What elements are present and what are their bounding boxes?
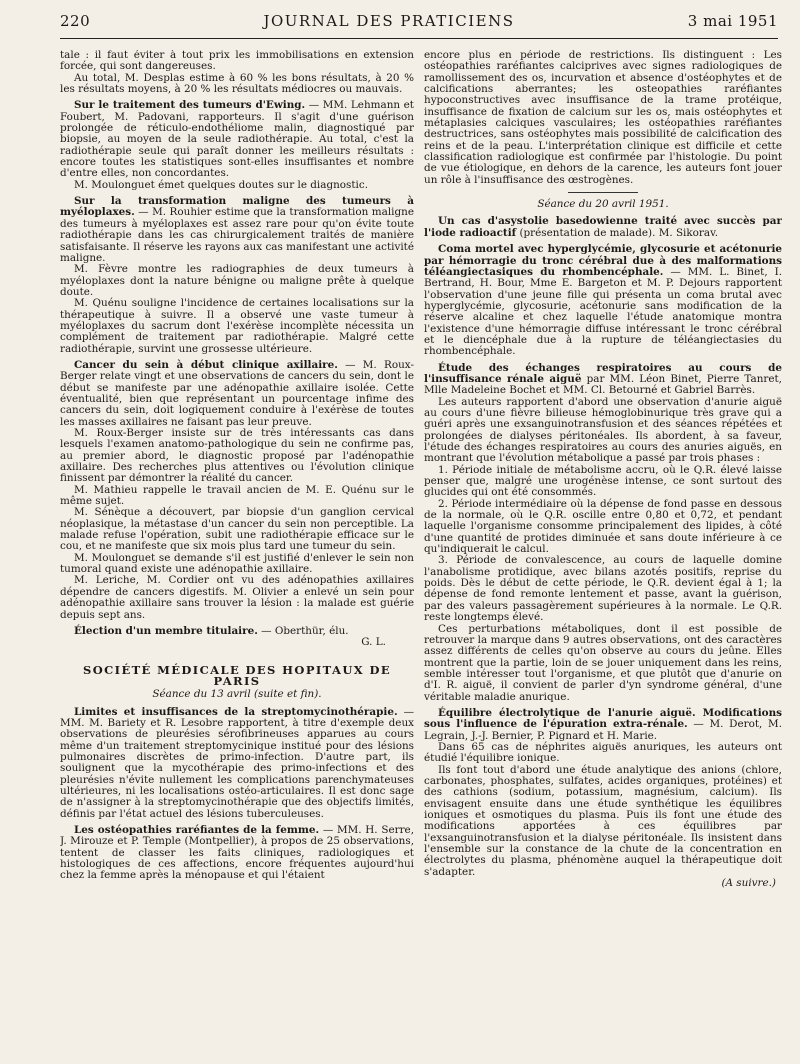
- paragraph: Au total, M. Desplas estime à 60 % les bons résultats, à 20 % les résultats moyens, à 20 % les résultats médiocres ou mauvais.: [60, 71, 414, 96]
- article-cancer: [60, 360, 414, 428]
- article-title: Équilibre électrolytique de l'anurie aiguë. Modifications sous l'influence de l'épuration extra-rénale.: [424, 706, 782, 731]
- article-body: — MM. L. Binet, I. Bertrand, H. Bour, Mme E. Bargeton et M. P. Dejours rapportent l'observation d'une jeune fille qui présenta un coma brutal avec hyperglycémie, glycosurie, acétonurie sans modification de la réserve alcaline et chez laquelle l'étude anatomique montra l'existence d'une hémorragie diffuse intéressant le tronc cérébral et le diencéphale due à la rupture de téléangiectasies du rhombencéphale.: [424, 265, 782, 358]
- article-body: — Oberthür, élu.: [261, 624, 349, 637]
- issue-date: 3 mai 1951: [687, 12, 778, 30]
- paragraph: M. Leriche, M. Cordier ont vu des adénopathies axillaires dépendre de cancers digestifs. M. Olivier a enlevé un sein pour adénopathie axillaire sans trouver la lésion : la malade est guérie depuis sept ans.: [60, 574, 414, 621]
- article-equilibre: [424, 708, 782, 742]
- article-title: Un cas d'asystolie basedowienne traité avec succès par l'iode radioactif: [424, 215, 782, 239]
- paragraph: M. Quénu souligne l'incidence de certaines localisations sur la thérapeutique à suivre. Il a observé une vaste tumeur à myéloplaxes du sacrum dont l'exérèse incomplète nécessita un complément de traitement par radiothérapie. Malgré cette radiothérapie, survint une grossesse ultérieure.: [60, 297, 414, 355]
- paragraph: M. Sénèque a découvert, par biopsie d'un ganglion cervical néoplasique, la métastase d'un cancer du sein non perceptible. La malade refuse l'opération, subit une radiothérapie efficace sur le cou, et ne manifeste que six mois plus tard une tumeur du sein.: [60, 506, 414, 553]
- article-asystolie: [424, 216, 782, 239]
- session-date: Séance du 20 avril 1951.: [537, 198, 669, 211]
- article-title: Élection d'un membre titulaire.: [74, 624, 258, 637]
- paragraph: M. Moulonguet émet quelques doutes sur le diagnostic.: [74, 178, 368, 191]
- paragraph: 2. Période intermédiaire où la dépense de fond passe en dessous de la normale, où le Q.R. oscille entre 0,80 et 0,72, et pendant laquelle l'organisme consomme principalement des lipides, à côté d'une quantité de protides diminuée et sans doute inférieure à ce qu'indiquerait le calcul.: [424, 497, 782, 556]
- article-echanges: [424, 363, 782, 397]
- article-title: Sur le traitement des tumeurs d'Ewing.: [74, 99, 306, 112]
- paragraph: M. Mathieu rappelle le travail ancien de M. E. Quénu sur le même sujet.: [60, 483, 414, 508]
- paragraph: M. Fèvre montre les radiographies de deux tumeurs à myéloplaxes dont la nature bénigne ou maligne prête à quelque doute.: [60, 263, 414, 298]
- article-body: — M. Rouhier estime que la transformation maligne des tumeurs à myéloplaxes est assez rare pour qu'on évite toute radiothérapie dans les cas chirurgicalement traités de manière satisfaisante. Il réserve les rayons aux cas manifestant une activité maligne.: [60, 206, 414, 264]
- article-body: — M. Derot, M. Legrain, J.-J. Bernier, P. Pignard et H. Marie.: [424, 718, 782, 742]
- article-body: par MM. Léon Binet, Pierre Tanret, Mlle Madeleine Bochet et MM. Cl. Betourné et Gabriel Barrès.: [424, 372, 782, 397]
- article-ewing: [60, 100, 414, 179]
- paragraph: Ils font tout d'abord une étude analytique des anions (chlore, carbonates, phosphates, sulfates, acides organiques, protéines) et des cathions (sodium, potassium, magnésium, calcium). Ils envisagent ensuite dans une étude synthétique les équilibres ioniques et osmotiques du plasma. Puis ils font une étude des modifications apportées à ces équilibres par l'exsanguinotransfusion et la dialyse péritonéale. Ils insistent dans l'ensemble sur la constance de la chute de la concentration en électrolytes du plasma, phénomène auquel la thérapeutique doit s'adapter.: [424, 763, 782, 878]
- article-body: — MM. M. Bariety et R. Lesobre rapportent, à titre d'exemple deux observations de pleurésies sérofibrineuses apparues au cours même d'un traitement streptomycinique institué pour des lésions pulmonaires discrètes de primo-infection. D'autre part, ils soulignent que la mycothérapie des primo-infections et des pleurésies n'évite nullement les complications parenchymateuses ultérieures, ni les localisations ostéo-articulaires. Il est donc sage de n'assigner à la streptomycinothérapie que des objectifs limités, définis par l'état actuel des lésions tuberculeuses.: [60, 705, 414, 820]
- article-title: Limites et insuffisances de la streptomycinothérapie.: [74, 705, 398, 718]
- article-title: Sur la transformation maligne des tumeurs à myéloplaxes.: [60, 195, 414, 219]
- paragraph: Dans 65 cas de néphrites aiguës anuriques, les auteurs ont étudié l'équilibre ionique.: [424, 740, 782, 765]
- paragraph: 3. Période de convalescence, au cours de laquelle domine l'anabolisme protidique, avec bilans azotés positifs, reprise du poids. Dès le début de cette période, le Q.R. devient égal à 1; la dépense de fond remonte lentement et passe, avant la guérison, par des valeurs passagèrement supérieures à la normale. Le Q.R. reste longtemps élevé.: [424, 554, 782, 624]
- paragraph: Les auteurs rapportent d'abord une observation d'anurie aiguë au cours d'une fièvre bilieuse hémoglobinurique très grave qui a guéri après une exsanguinotransfusion et des séances répétées et prolongées de dialyses péritonéales. Ils abordent, à sa faveur, l'étude des échanges respiratoires au cours des anuries aiguës, en montrant que l'évolution métabolique a passé par trois phases :: [424, 395, 782, 465]
- article-body: — MM. H. Serre, J. Mirouze et P. Temple (Montpellier), à propos de 25 observations, tentent de classer les faits cliniques, radiologiques et histologiques de ces affections, encore fréquentes aujourd'hui chez la femme après la ménopause et qui l'étaient: [60, 824, 414, 882]
- header-rule: [60, 38, 778, 39]
- section-divider: [568, 192, 638, 193]
- paragraph: encore plus en période de restrictions. Ils distinguent : Les ostéopathies raréfiantes calciprives avec signes radiologiques de ramollissement des os, incurvation et absence d'ostéophytes et de calcifications aberrantes; les osteopathies raréfiantes hypoconstructives avec insuffisance de la trame protéique, insuffisance de fixation de calcium sur les os, mais ostéophytes et métaplasies calciques vasculaires; les ostéopathies raréfiantes destructrices, sans ostéophytes mais possibilité de calcification des reins et de la peau. L'interprétation clinique est difficile et cette classification radiologique est confirmée par l'histologie. Du point de vue étiologique, en dehors de la carence, les auteurs font jouer un rôle à l'insuffisance des œstrogènes.: [424, 50, 782, 186]
- article-title: Cancer du sein à début clinique axillaire.: [74, 358, 338, 371]
- article-title: Étude des échanges respiratoires au cours de l'insuffisance rénale aiguë: [424, 361, 782, 385]
- page-number: 220: [60, 12, 91, 30]
- article-body: (présentation de malade). M. Sikorav.: [519, 226, 719, 239]
- paragraph: 1. Période initiale de métabolisme accru, où le Q.R. élevé laisse penser que, malgré une urogénèse intense, ce sont surtout des glucides qui ont été consommés.: [424, 463, 782, 499]
- journal-title: JOURNAL DES PRATICIENS: [263, 12, 515, 30]
- session-date: Séance du 13 avril (suite et fin).: [152, 688, 322, 701]
- society-title: SOCIÉTÉ MÉDICALE DES HOPITAUX DE PARIS: [82, 662, 392, 688]
- article-body: — M. Roux-Berger relate vingt et une observations de cancers du sein, dont le début se manifeste par une adénopathie axillaire isolée. Cette éventualité, bien que représentant un pourcentage infime des cancers du sein, doit logiquement conduire à l'exérèse de toutes les masses axillaires ne faisant pas leur preuve.: [60, 358, 414, 428]
- right-column: [424, 50, 782, 1050]
- article-coma: [424, 244, 782, 357]
- author-signature: G. L.: [361, 636, 386, 649]
- article-strepto: [60, 707, 414, 820]
- article-myeloplaxes: [60, 196, 414, 264]
- paragraph: M. Roux-Berger insiste sur de très intéressants cas dans lesquels l'examen anatomo-pathologique du sein ne confirme pas, au premier abord, le diagnostic proposé par l'adénopathie axillaire. Des recherches plus attentives ou l'évolution clinique finissent par démontrer la réalité du cancer.: [60, 427, 414, 485]
- article-body: — MM. Lehmann et Foubert, M. Padovani, rapporteurs. Il s'agit d'une guérison prolongée de réticulo-endothéliome malin, diagnostiqué par biopsie, au moyen de la seule radiothérapie. Au total, c'est la radiothérapie seule qui paraît donner les meilleurs résultats : encore toutes les statistiques sont-elles insuffisantes et nombre d'entre elles, non concordantes.: [60, 99, 414, 180]
- paragraph: Ces perturbations métaboliques, dont il est possible de retrouver la marque dans 9 autres observations, ont des caractères assez différents de celles qu'on observe au cours du jeûne. Elles montrent que la partie, loin de se jouer uniquement dans les reins, semble intéresser tout l'organisme, et que plutôt que d'anurie on d'I. R. aiguë, il convient de parler d'yn syndrome général, d'une véritable maladie anurique.: [424, 622, 782, 703]
- article-osteopathies: [60, 825, 414, 882]
- to-be-continued: (A suivre.): [721, 877, 776, 890]
- paragraph: tale : il faut éviter à tout prix les immobilisations en extension forcée, qui sont dangereuses.: [60, 50, 414, 73]
- page-header: [60, 12, 778, 38]
- paragraph: M. Moulonguet se demande s'il est justifié d'enlever le sein non tumoral quand existe une adénopathie axillaire.: [60, 551, 414, 576]
- left-column: [60, 50, 414, 1050]
- article-title: Coma mortel avec hyperglycémie, glycosurie et acétonurie par hémorragie du tronc cérébral due à des malformations téléangiectasiques du rhombencéphale.: [424, 243, 782, 278]
- article-title: Les ostéopathies raréfiantes de la femme.: [74, 824, 320, 836]
